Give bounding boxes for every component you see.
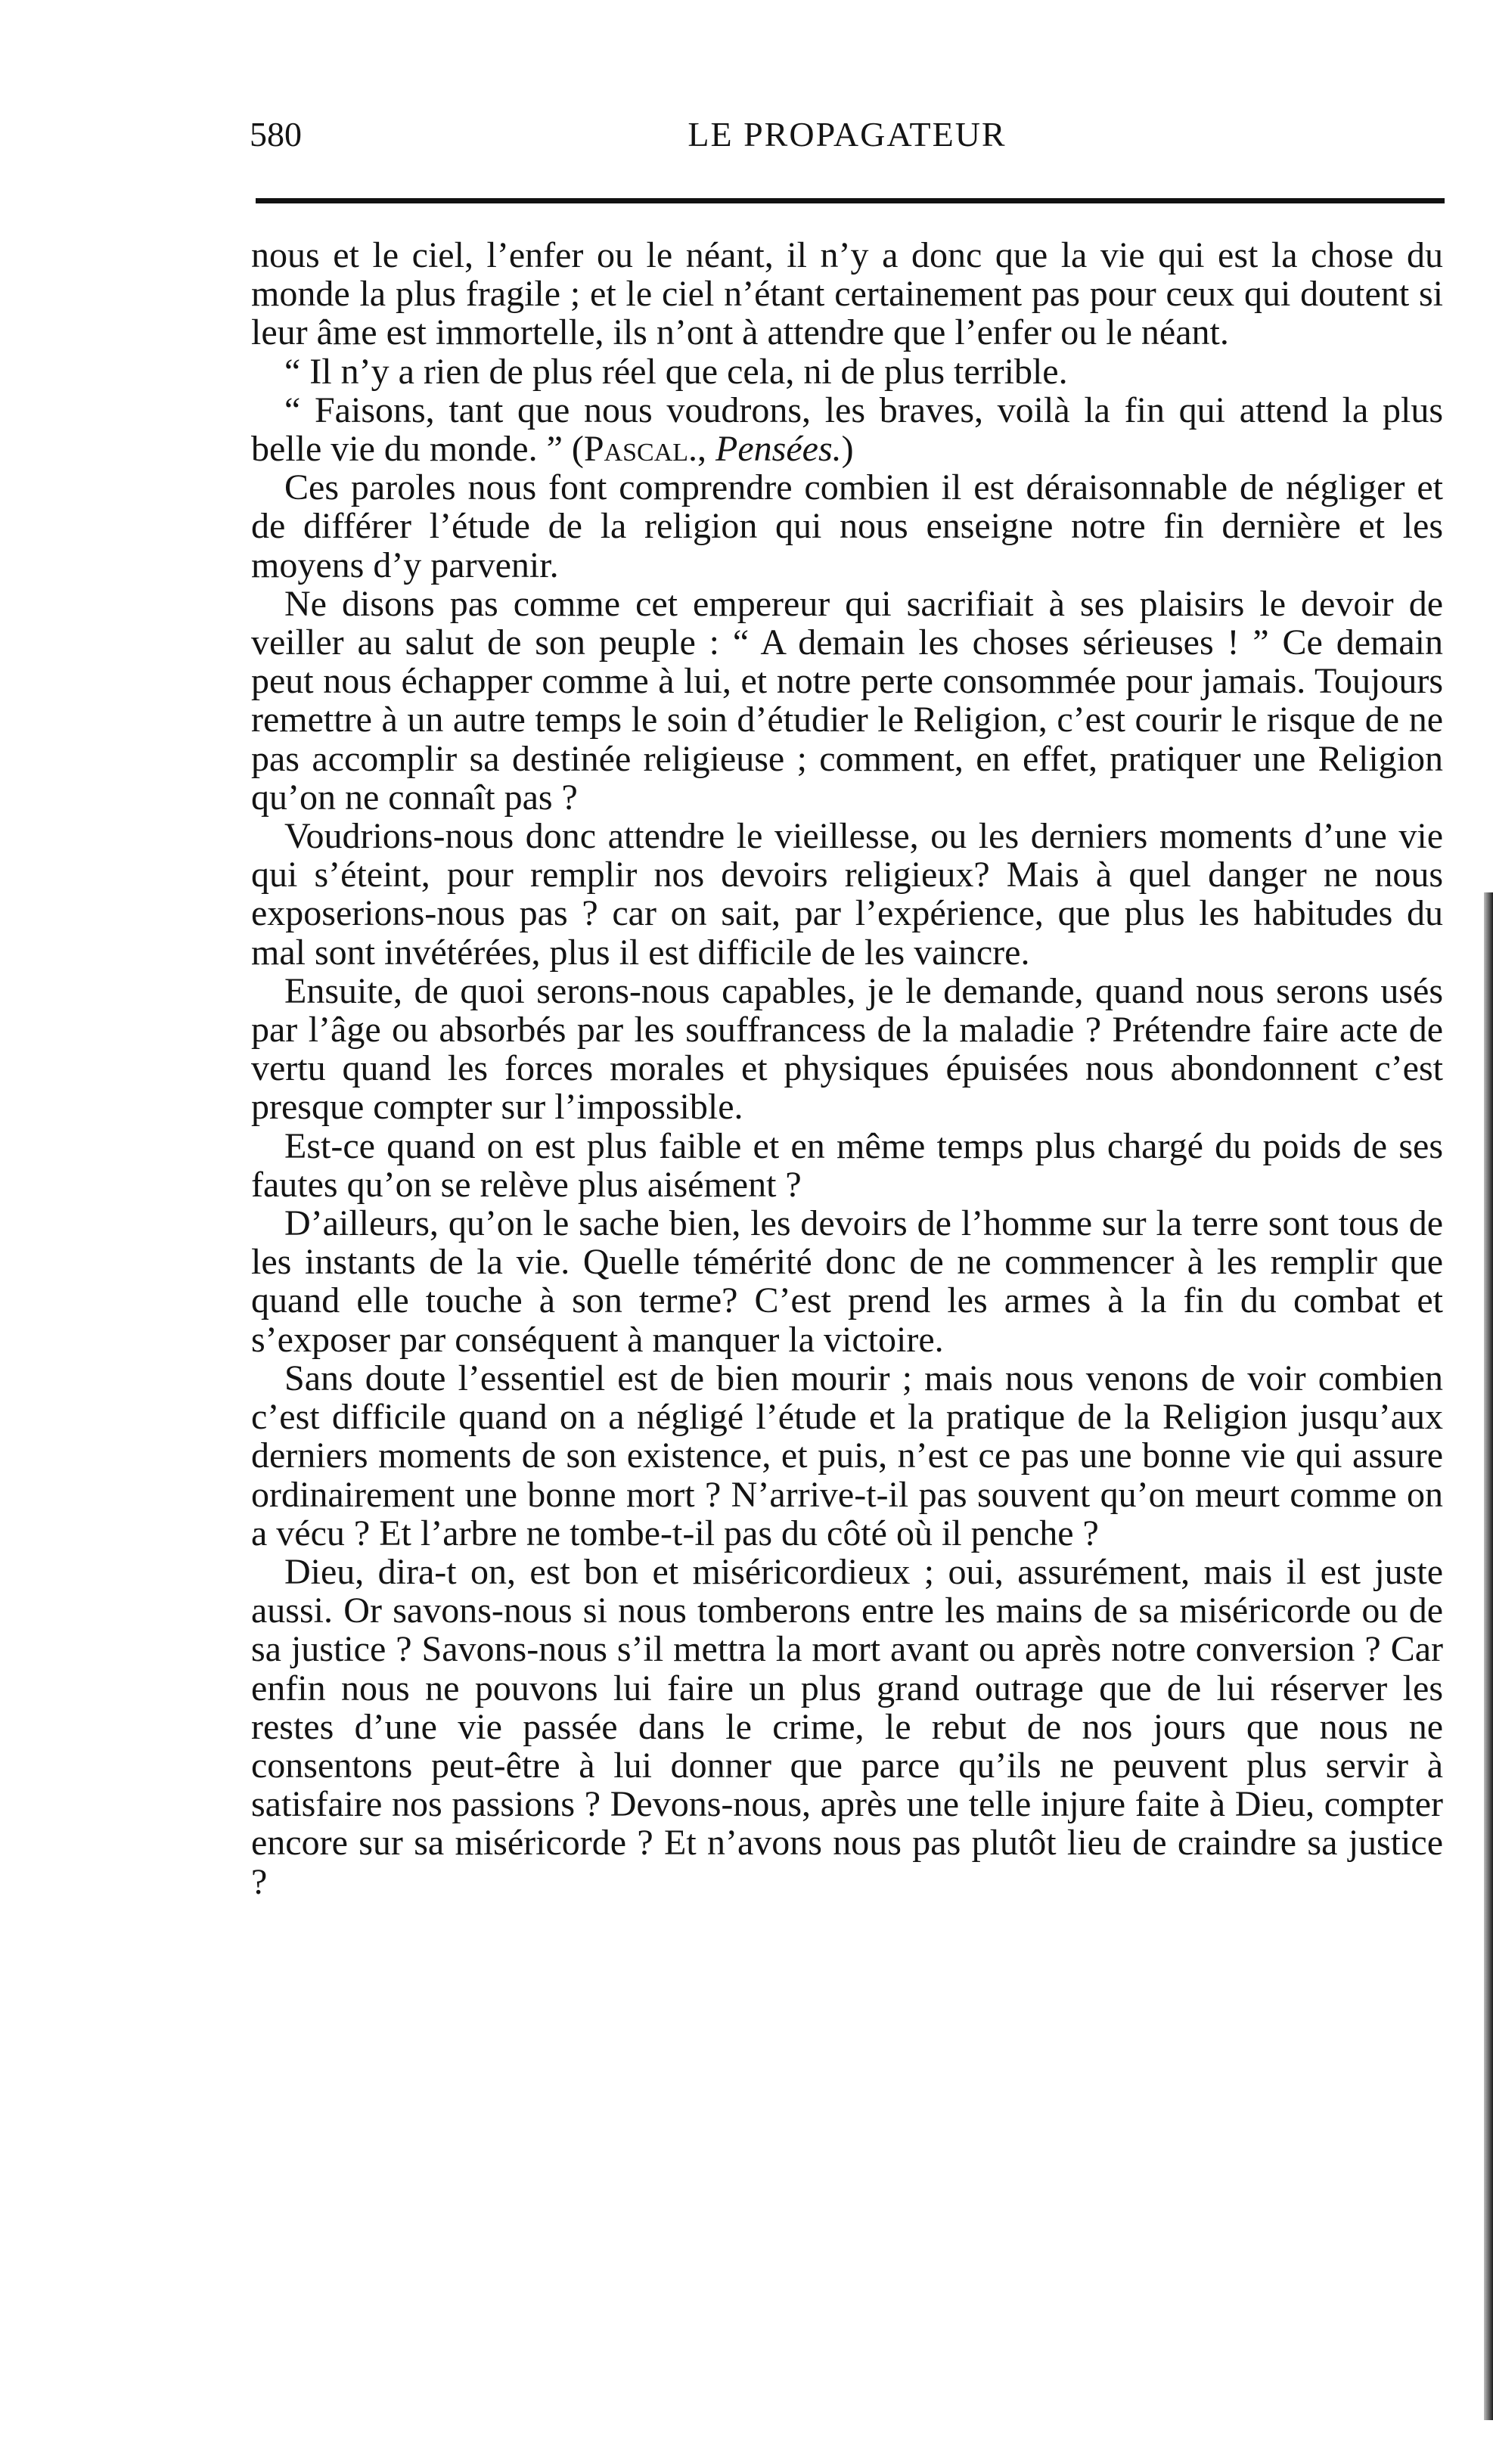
citation-open: (: [562, 429, 584, 470]
paragraph: [251, 1553, 1443, 1901]
paragraph-text: Ces paroles nous font comprendre combien il est déraisonnable de négliger et de différer l’étude de la religion qui nous enseigne notre fin dernière et les moyens d’y parvenir.: [251, 467, 1443, 585]
binding-edge-shadow: [1484, 892, 1493, 2420]
paragraph: [251, 1127, 1443, 1204]
paragraph-text: Dieu, dira-t on, est bon et miséricordieux ; oui, assurément, mais il est juste aussi. Or savons-nous si nous tomberons entre les mains de sa miséricorde ou de sa justice ? Savons-nous s’il mettra la mort avant ou après notre conversion ? Car enfin nous ne pouvons lui faire un plus grand outrage que de lui réserver les restes d’une vie passée dans le crime, le rebut de nos jours que nous ne consentons peut-être à lui donner que parce qu’ils ne peuvent plus servir à satisfaire nos passions ? Devons-nous, après une telle injure faite à Dieu, compter encore sur sa miséricorde ? Et n’avons nous pas plutôt lieu de craindre sa justice ?: [251, 1551, 1443, 1902]
running-head: [250, 112, 1445, 157]
citation-separator: ,: [697, 429, 716, 470]
page-number: 580: [250, 115, 302, 154]
paragraph: [251, 585, 1443, 817]
paragraph: [251, 468, 1443, 585]
paragraph: [251, 352, 1443, 391]
paragraph-text: nous et le ciel, l’enfer ou le néant, il n’y a donc que la vie qui est la chose du monde la plus fragile ; et le ciel n’étant certainement pas pour ceux qui doutent si leur âme est immortelle, ils n’ont à attendre que l’enfer ou le néant.: [251, 235, 1443, 353]
paragraph-text: “ Faisons, tant que nous voudrons, les braves, voilà la fin qui attend la plus belle vie du monde. ”: [251, 389, 1443, 470]
paragraph-text: Voudrions-nous donc attendre le vieillesse, ou les derniers moments d’une vie qui s’éteint, pour remplir nos devoirs religieux? Mais à quel danger ne nous exposerions-nous pas ? car on sait, par l’expérience, que plus les habitudes du mal sont invétérées, plus il est difficile de les vaincre.: [251, 816, 1443, 973]
citation-work: Pensées.: [715, 429, 842, 470]
running-title: LE PROPAGATEUR: [688, 115, 1007, 154]
paragraph: [251, 817, 1443, 972]
citation-close: ): [841, 429, 854, 470]
paragraph: [251, 236, 1443, 352]
paragraph-text: Ensuite, de quoi serons-nous capables, je le demande, quand nous serons usés par l’âge ou absorbés par les souffrancess de la maladie ? Prétendre faire acte de vertu quand les forces morales et physiques épuisées nous abondonnent c’est presque compter sur l’impossible.: [251, 970, 1443, 1128]
paragraph-text: D’ailleurs, qu’on le sache bien, les devoirs de l’homme sur la terre sont tous de les instants de la vie. Quelle témérité donc de ne commencer à les remplir que quand elle touche à son terme? C’est prend les armes à la fin du combat et s’exposer par conséquent à manquer la victoire.: [251, 1203, 1443, 1360]
paragraph-text: Ne disons pas comme cet empereur qui sacrifiait à ses plaisirs le devoir de veiller au salut de son peuple : “ A demain les choses sérieuses ! ” Ce demain peut nous échapper comme à lui, et notre perte consommée pour jamais. Toujours remettre à un autre temps le soin d’étudier le Religion, c’est courir le risque de ne pas accomplir sa destinée religieuse ; comment, en effet, pratiquer une Religion qu’on ne connaît pas ?: [251, 583, 1443, 818]
paragraph-text: “ Il n’y a rien de plus réel que cela, ni de plus terrible.: [284, 351, 1068, 392]
body-text: [251, 236, 1443, 1901]
paragraph-text: Sans doute l’essentiel est de bien mourir ; mais nous venons de voir combien c’est difficile quand on a négligé l’étude et la pratique de la Religion jusqu’aux derniers moments de son existence, et puis, n’est ce pas une bonne vie qui assure ordinairement une bonne mort ? N’arrive-t-il pas souvent qu’on meurt comme on a vécu ? Et l’arbre ne tombe-t-il pas du côté où il penche ?: [251, 1358, 1443, 1553]
paragraph: [251, 1359, 1443, 1553]
header-rule: [256, 198, 1445, 203]
citation-author: Pascal.: [583, 429, 698, 470]
paragraph-text: Est-ce quand on est plus faible et en même temps plus chargé du poids de ses fautes qu’on se relève plus aisément ?: [251, 1125, 1443, 1205]
paragraph: [251, 391, 1443, 468]
paragraph: [251, 1204, 1443, 1359]
paragraph: [251, 972, 1443, 1127]
